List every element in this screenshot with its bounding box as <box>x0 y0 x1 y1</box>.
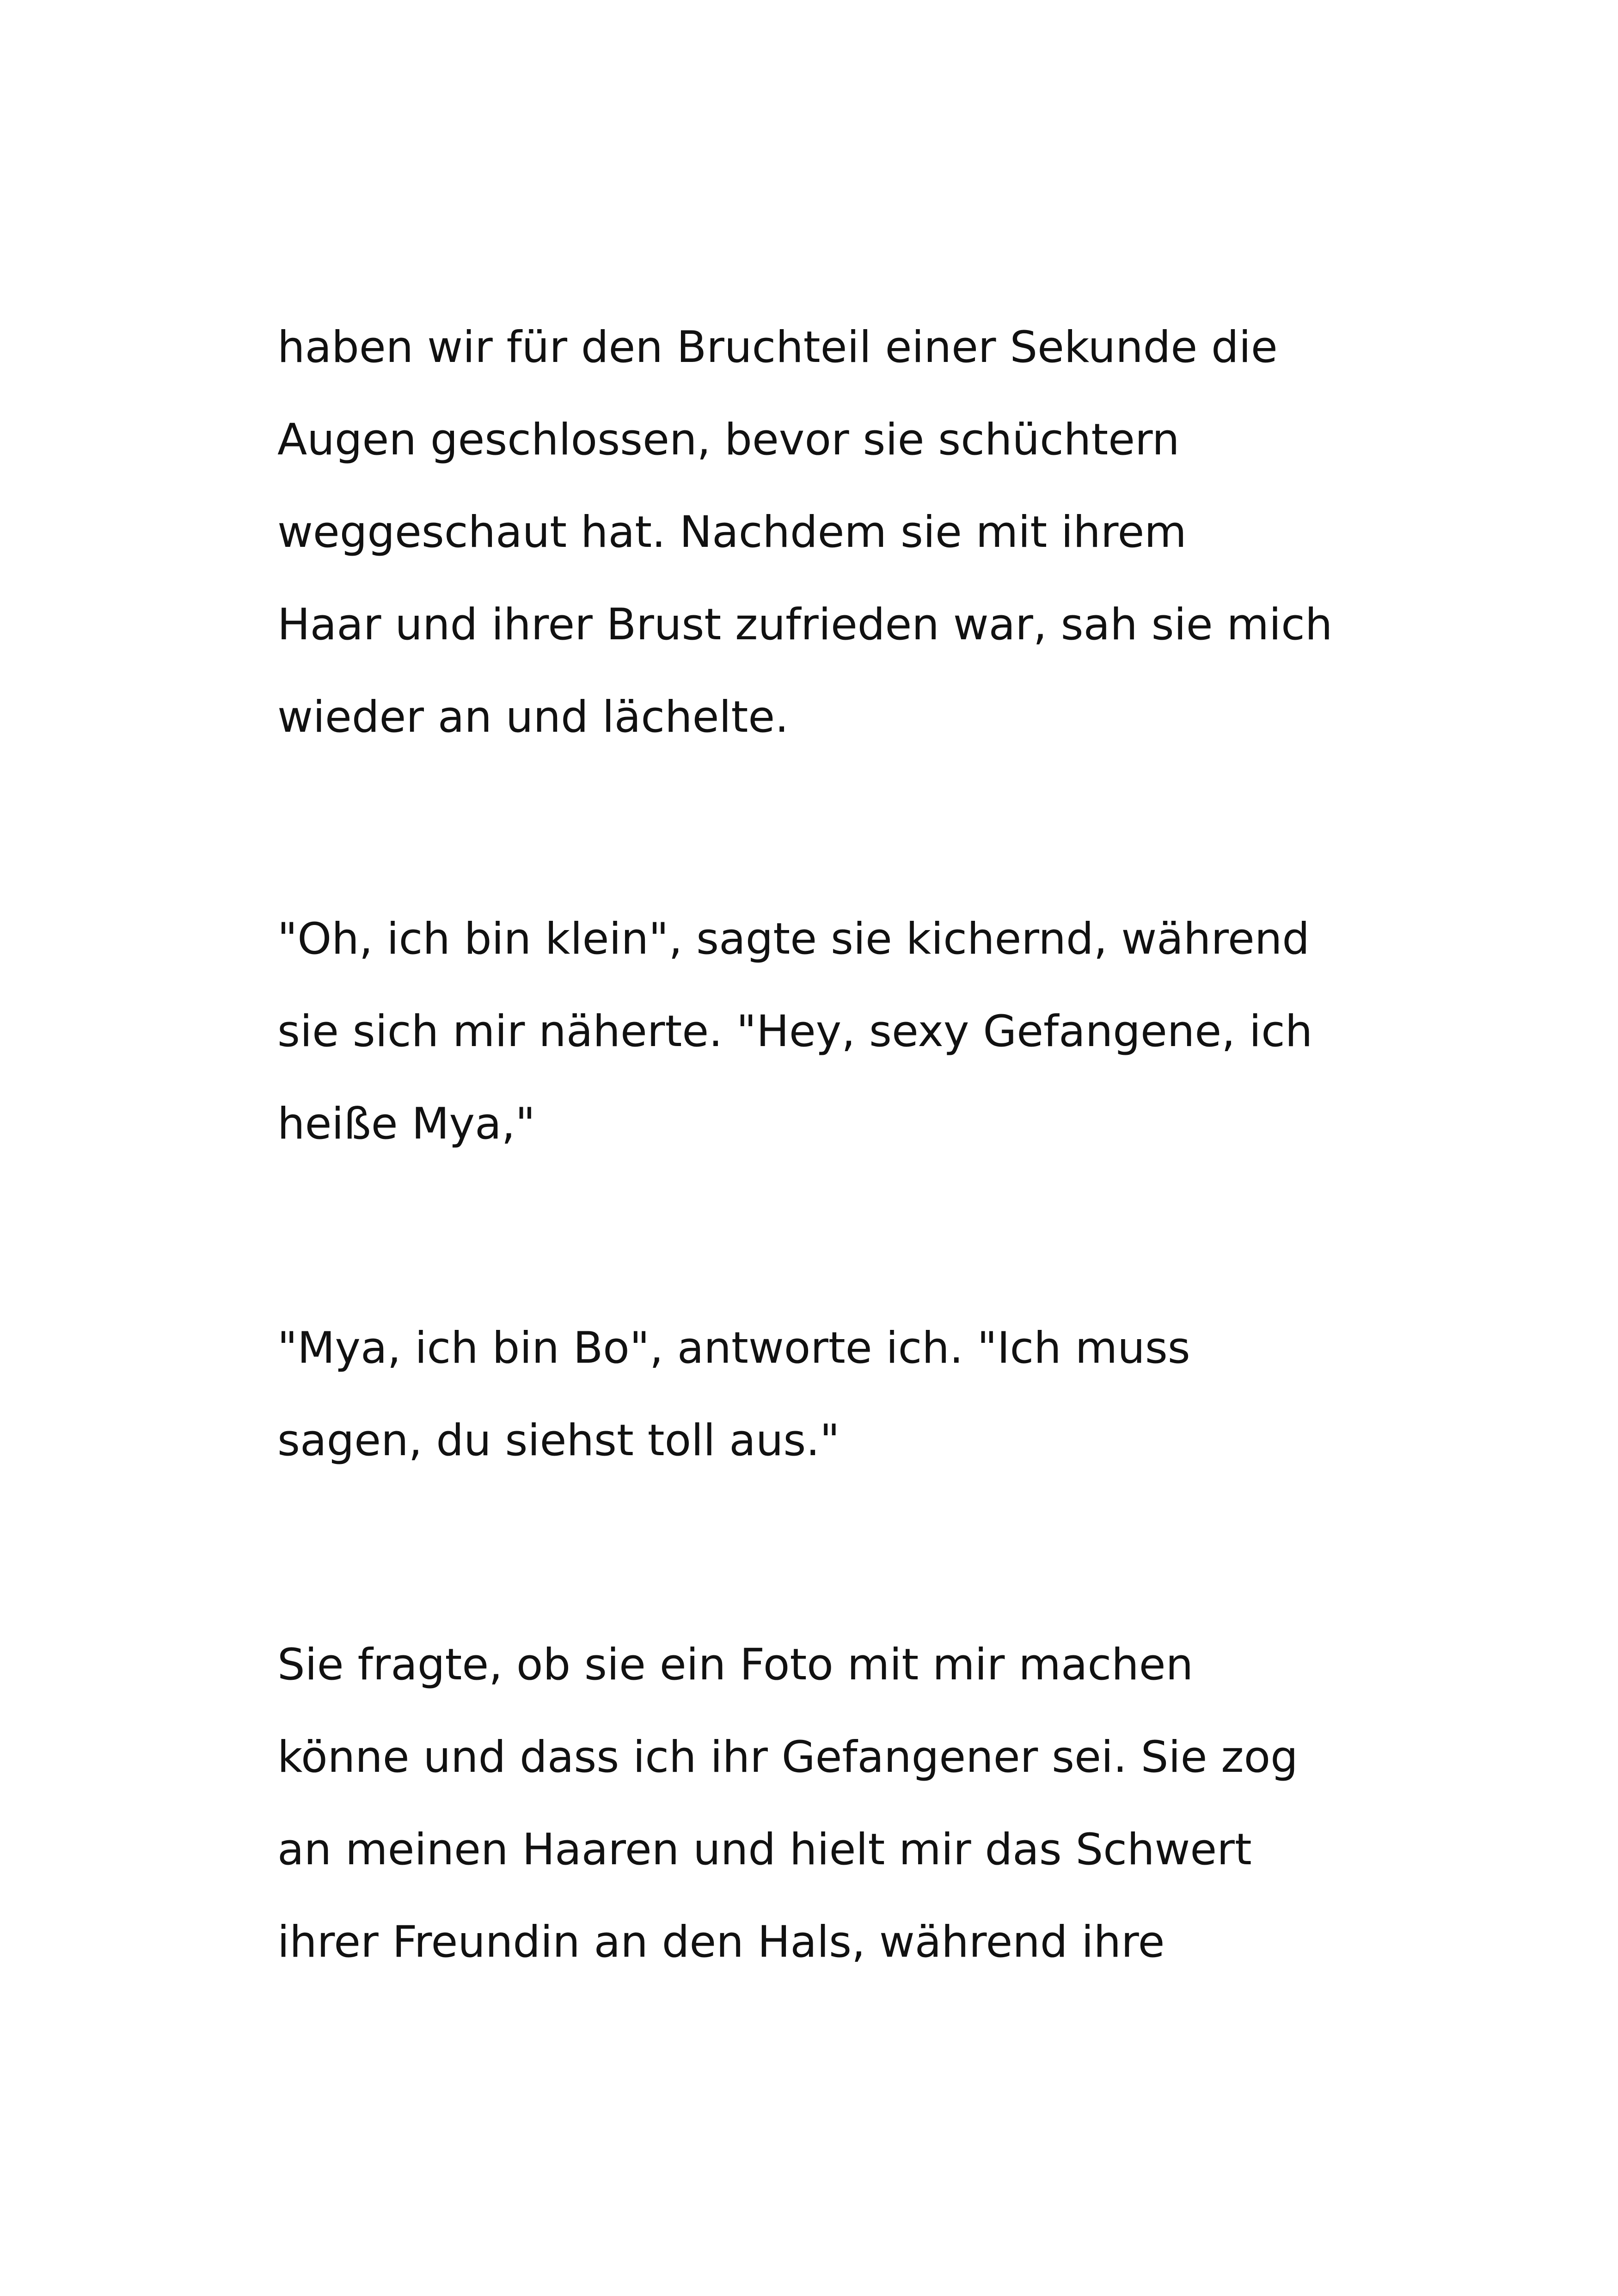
text-line: sagen, du siehst toll aus." <box>277 1415 840 1466</box>
text-line: heiße Mya," <box>277 1099 535 1149</box>
text-line: Augen geschlossen, bevor sie schüchtern <box>277 415 1180 465</box>
text-line: "Oh, ich bin klein", sagte sie kichernd, während <box>277 914 1310 964</box>
text-line: Haar und ihrer Brust zufrieden war, sah sie mich <box>277 600 1333 650</box>
text-line: ihrer Freundin an den Hals, während ihre <box>277 1917 1165 1967</box>
text-line: weggeschaut hat. Nachdem sie mit ihrem <box>277 507 1187 557</box>
text-line: wieder an und lächelte. <box>277 692 789 742</box>
text-line: könne und dass ich ihr Gefangener sei. Sie zog <box>277 1732 1298 1782</box>
text-line: an meinen Haaren und hielt mir das Schwert <box>277 1825 1252 1875</box>
text-line: haben wir für den Bruchteil einer Sekunde die <box>277 322 1278 373</box>
text-line: sie sich mir näherte. "Hey, sexy Gefangene, ich <box>277 1006 1313 1057</box>
text-line: Sie fragte, ob sie ein Foto mit mir machen <box>277 1640 1194 1690</box>
text-line: "Mya, ich bin Bo", antworte ich. "Ich muss <box>277 1323 1190 1373</box>
